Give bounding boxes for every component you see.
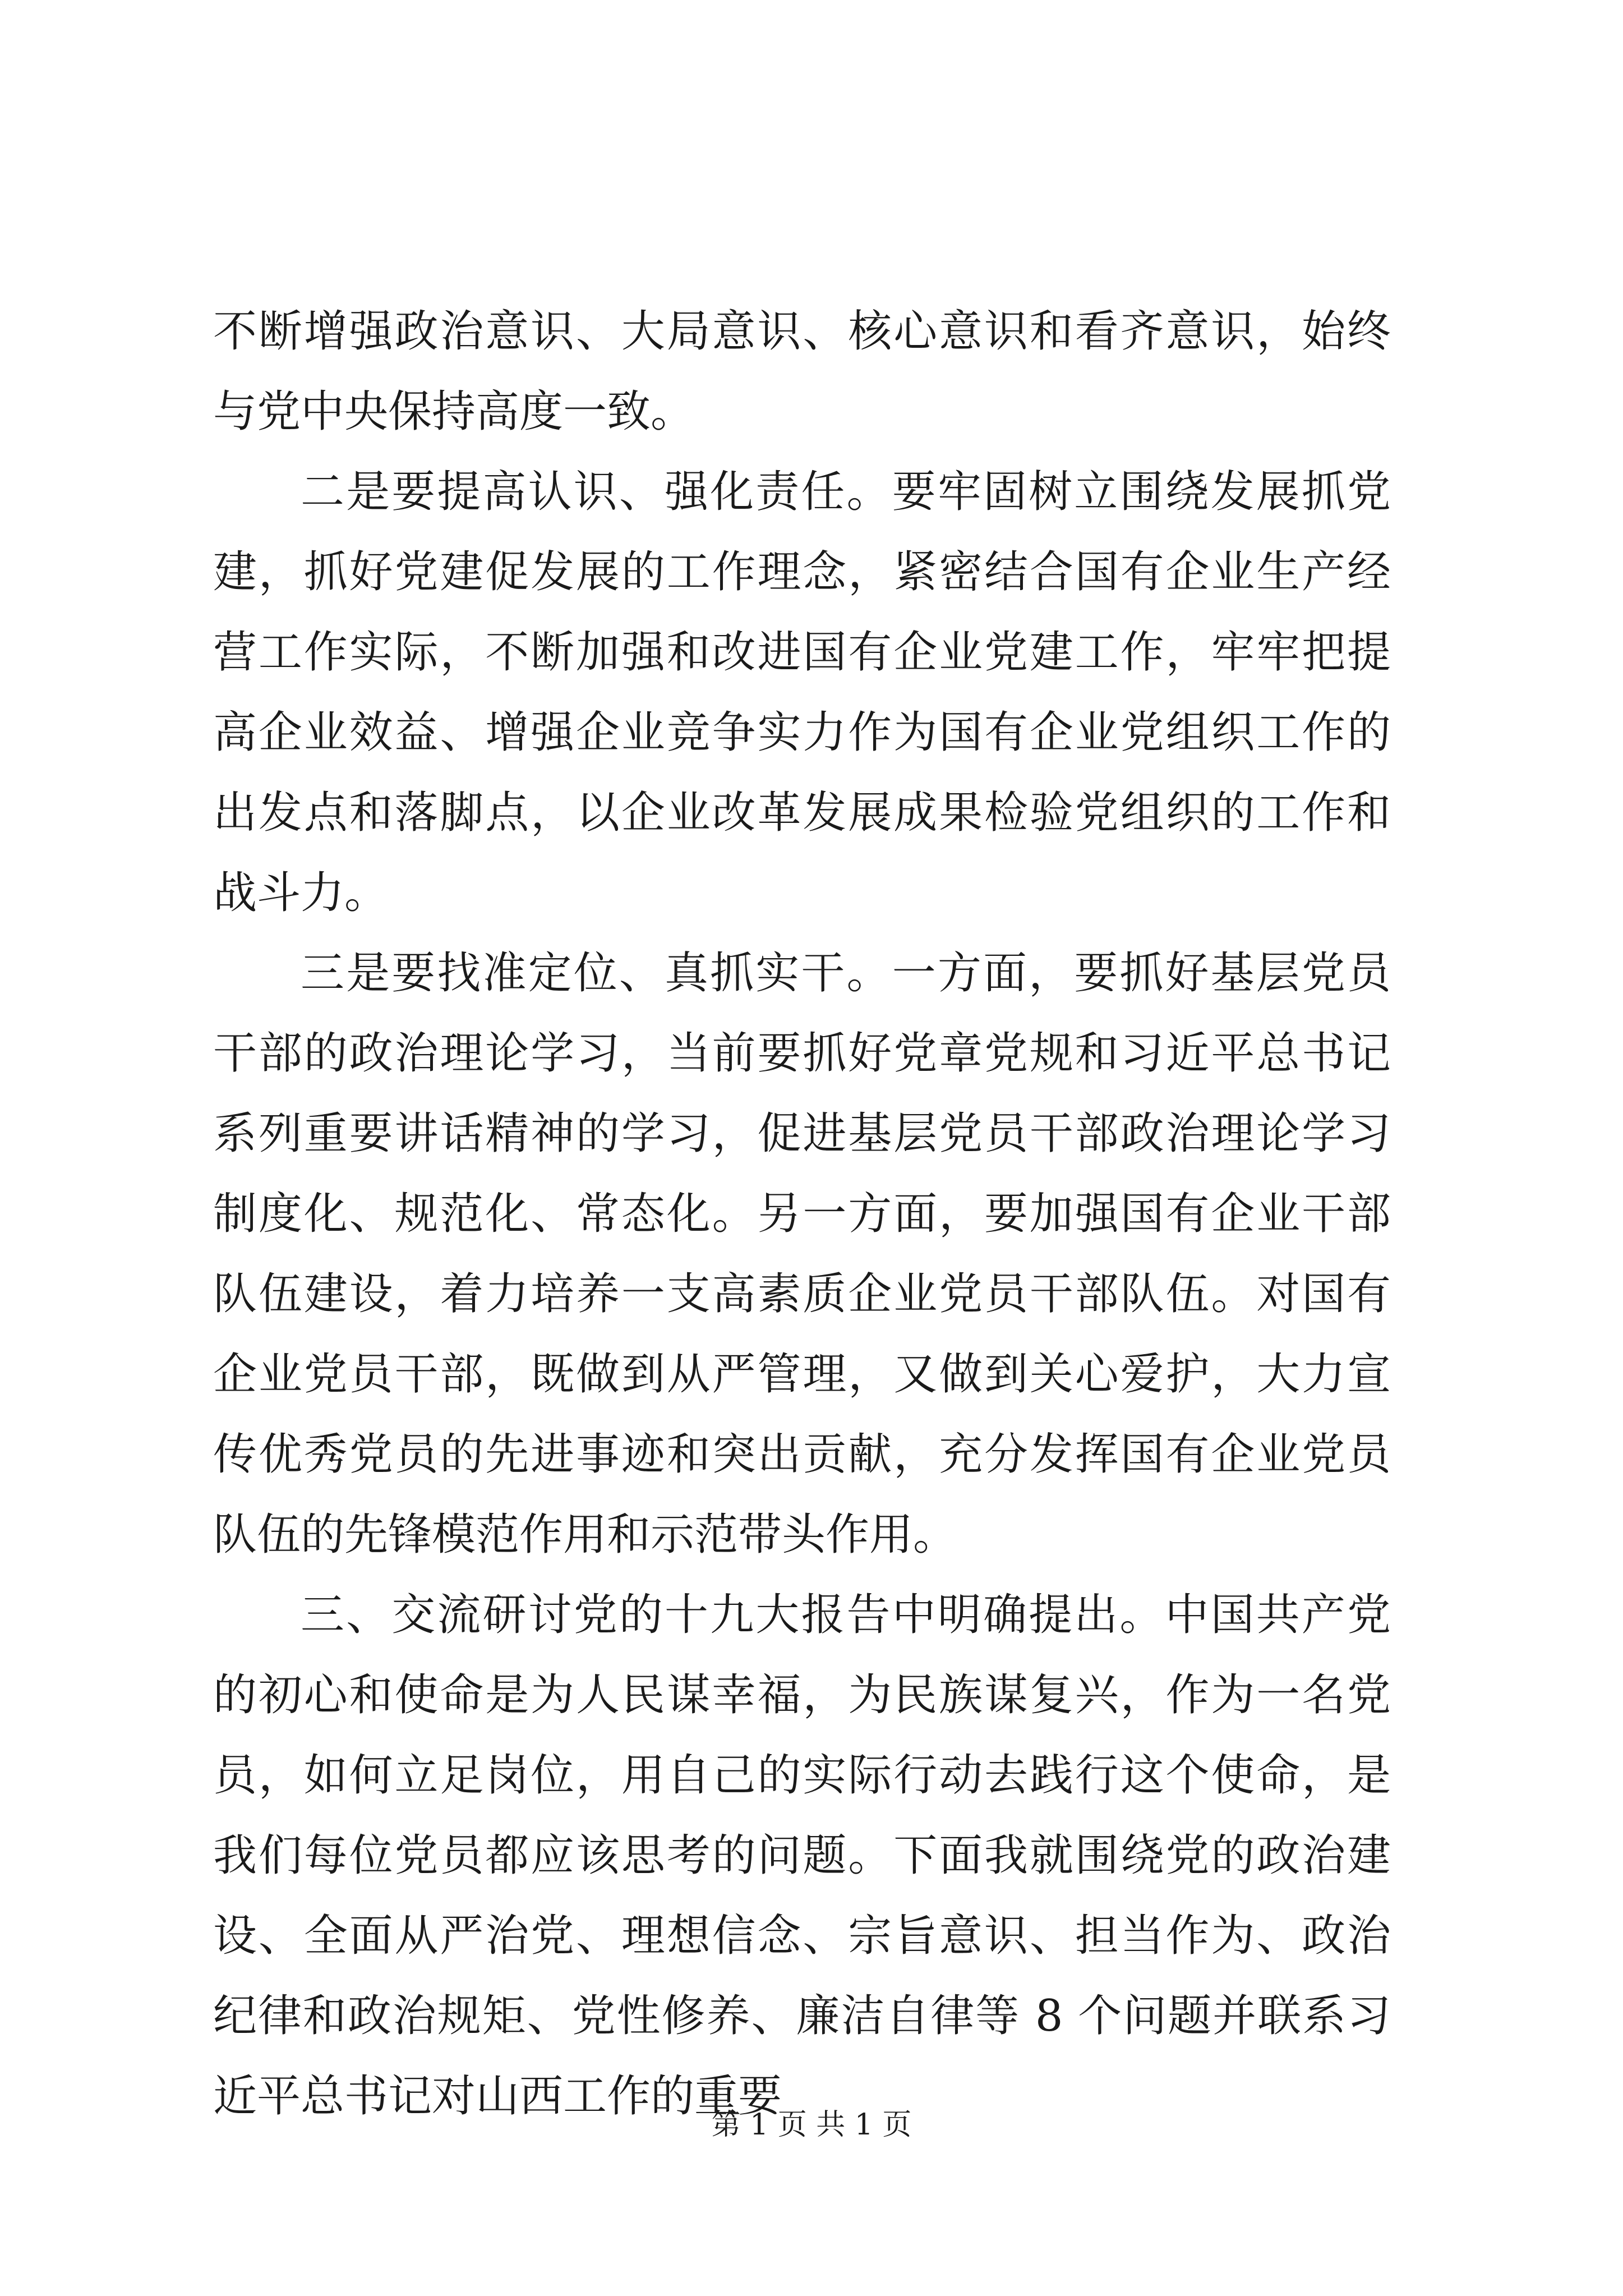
page-footer: 第 1 页 共 1 页 [711, 2108, 912, 2142]
paragraph-3: 三是要找准定位、真抓实干。一方面，要抓好基层党员干部的政治理论学习，当前要抓好党章党规和习近平总书记系列重要讲话精神的学习，促进基层党员干部政治理论学习制度化、规范化、常态化。另一方面，要加强国有企业干部队伍建设，着力培养一支高素质企业党员干部队伍。对国有企业党员干部，既做到从严管理，又做到关心爱护，大力宣传优秀党员的先进事迹和突出贡献，充分发挥国有企业党员队伍的先锋模范作用和示范带头作用。 [213, 948, 1391, 1560]
paragraph-2: 二是要提高认识、强化责任。要牢固树立围绕发展抓党建，抓好党建促发展的工作理念，紧密结合国有企业生产经营工作实际，不断加强和改进国有企业党建工作，牢牢把提高企业效益、增强企业竞争实力作为国有企业党组织工作的出发点和落脚点，以企业改革发展成果检验党组织的工作和战斗力。 [213, 467, 1391, 918]
paragraph-4: 三、交流研讨党的十九大报告中明确提出。中国共产党的初心和使命是为人民谋幸福，为民族谋复兴，作为一名党员，如何立足岗位，用自己的实际行动去践行这个使命，是我们每位党员都应该思考的问题。下面我就围绕党的政治建设、全面从严治党、理想信念、宗旨意识、担当作为、政治纪律和政治规矩、党性修养、廉洁自律等 8 个问题并联系习近平总书记对山西工作的重要 [213, 1590, 1391, 2122]
paragraph-1: 不断增强政治意识、大局意识、核心意识和看齐意识，始终与党中央保持高度一致。 [213, 306, 1391, 437]
document-body [213, 292, 1391, 2137]
